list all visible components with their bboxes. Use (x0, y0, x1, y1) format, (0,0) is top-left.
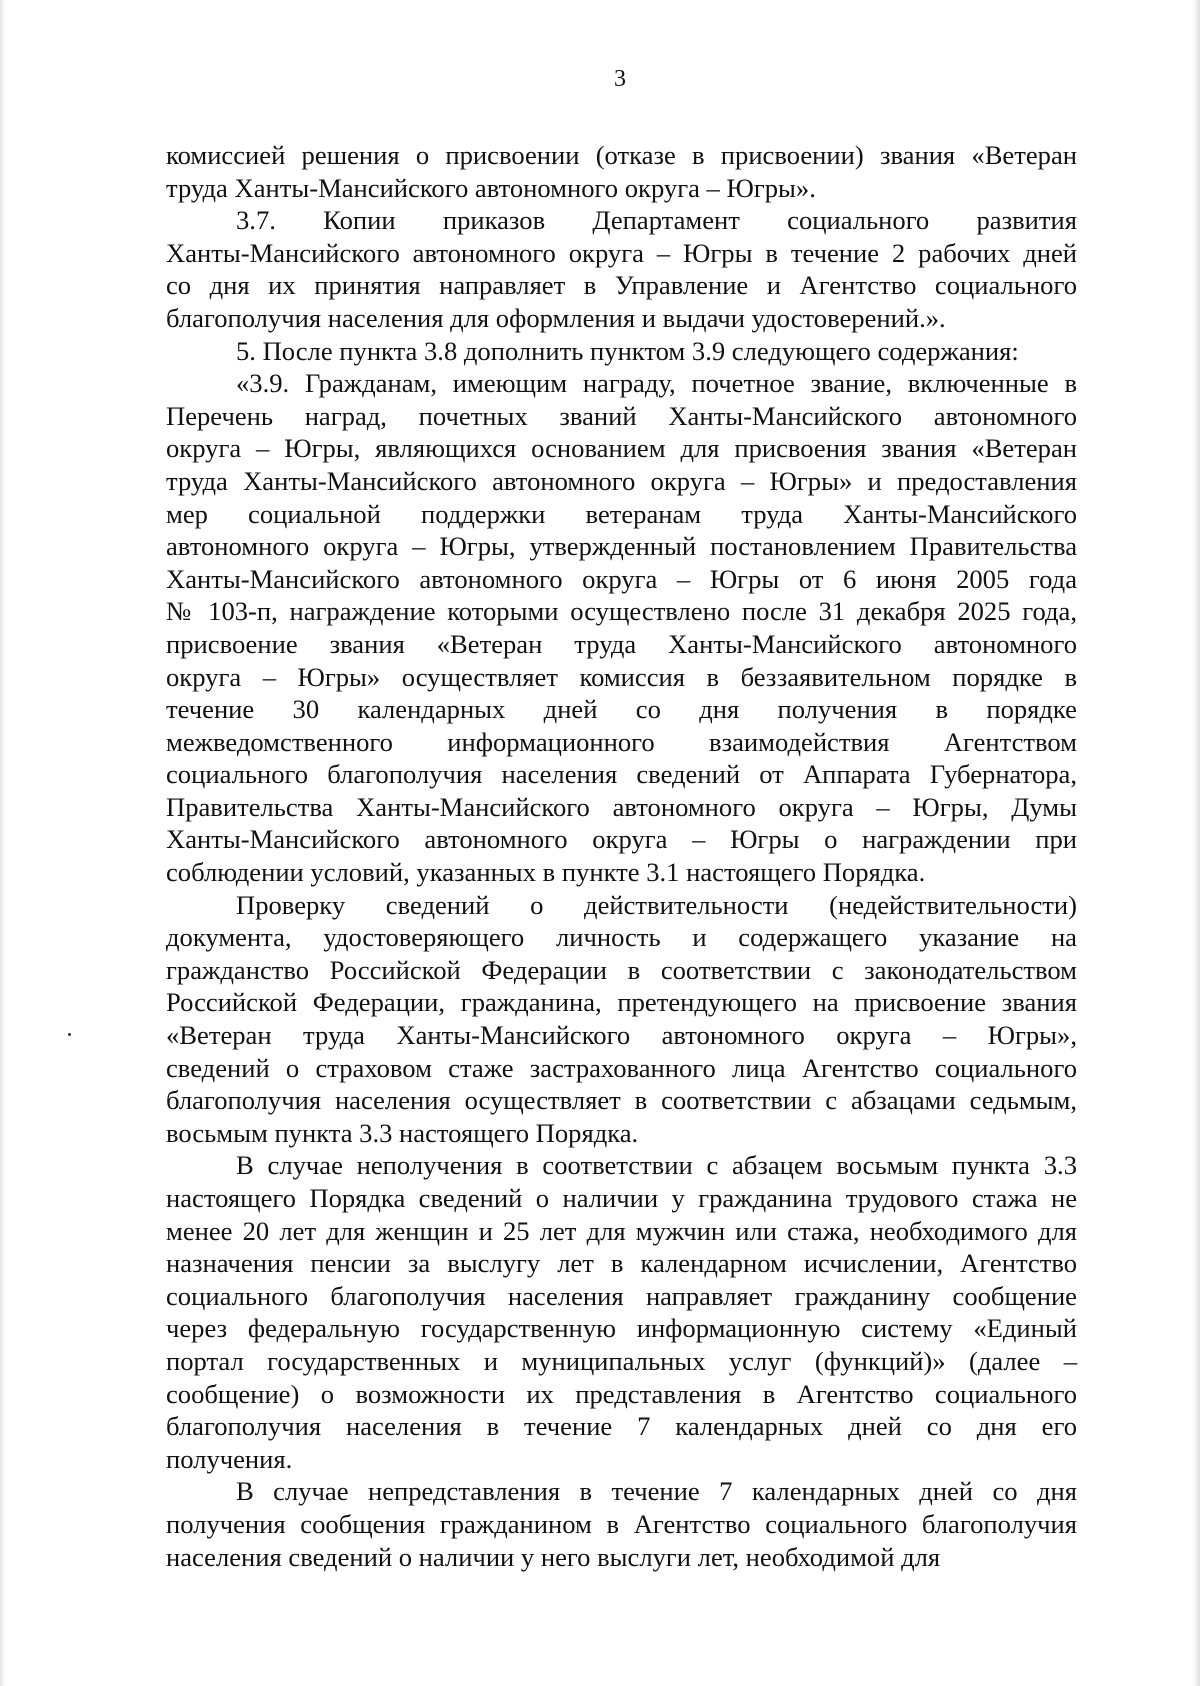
text-line: 5. После пункта 3.8 дополнить пунктом 3.9 следующего содержания: (236, 335, 1019, 366)
scan-edge-left (0, 0, 6, 1686)
text-line: «3.9. Гражданам, имеющим награду, почетное звание, включенные в (236, 368, 1077, 399)
page-number: 3 (614, 66, 626, 92)
text-line: документа, удостоверяющего личность и содержащего указание на (166, 922, 1077, 953)
scan-edge-right (1192, 0, 1200, 1686)
text-line: комиссией решения о присвоении (отказе в присвоении) звания «Ветеран (166, 140, 1077, 170)
text-line: восьмым пункта 3.3 настоящего Порядка. (166, 1117, 639, 1148)
scan-speck (68, 1033, 71, 1036)
text-line: округа – Югры, являющихся основанием для присвоения звания «Ветеран (166, 433, 1077, 464)
text-line: благополучия населения осуществляет в соответствии с абзацами седьмым, (166, 1085, 1077, 1116)
text-line: Ханты-Мансийского автономного округа – Югры в течение 2 рабочих дней (166, 237, 1077, 268)
paragraph-continuation (166, 139, 1077, 204)
text-line: № 103-п, награждение которыми осуществлено после 31 декабря 2025 года, (166, 596, 1077, 627)
text-line: Ханты-Мансийского автономного округа – Югры о награждении при (166, 824, 1077, 855)
text-line: получения сообщения гражданином в Агентство социального благополучия (166, 1508, 1077, 1539)
paragraph-3-9 (166, 367, 1077, 889)
text-line: сообщение) о возможности их представления в Агентство социального (166, 1378, 1077, 1409)
text-line: Перечень наград, почетных званий Ханты-Мансийского автономного (166, 400, 1077, 431)
document-body (166, 139, 1077, 1573)
text-line: через федеральную государственную информационную систему «Единый (166, 1313, 1077, 1344)
text-line: 3.7. Копии приказов Департамент социального развития (236, 205, 1077, 236)
text-line: получения. (166, 1443, 293, 1474)
text-line: мер социальной поддержки ветеранам труда Ханты-Мансийского (166, 498, 1077, 529)
text-line: соблюдении условий, указанных в пункте 3.1 настоящего Порядка. (166, 857, 926, 888)
text-line: В случае неполучения в соответствии с абзацем восьмым пункта 3.3 (236, 1150, 1077, 1181)
text-line: Российской Федерации, гражданина, претендующего на присвоение звания (166, 987, 1077, 1018)
text-line: со дня их принятия направляет в Управление и Агентство социального (166, 270, 1077, 301)
paragraph-non-submission (166, 1475, 1077, 1573)
paragraph-non-receipt (166, 1149, 1077, 1475)
text-line: межведомственного информационного взаимодействия Агентством (166, 726, 1077, 757)
text-line: округа – Югры» осуществляет комиссия в беззаявительном порядке в (166, 661, 1077, 692)
paragraph-verification (166, 889, 1077, 1150)
text-line: Ханты-Мансийского автономного округа – Югры от 6 июня 2005 года (166, 563, 1077, 594)
text-line: менее 20 лет для женщин и 25 лет для мужчин или стажа, необходимого для (166, 1215, 1077, 1246)
text-line: населения сведений о наличии у него выслуги лет, необходимой для (166, 1541, 941, 1572)
text-line: труда Ханты-Мансийского автономного округа – Югры». (166, 172, 816, 203)
text-line: автономного округа – Югры, утвержденный постановлением Правительства (166, 531, 1077, 562)
text-line: Правительства Ханты-Мансийского автономного округа – Югры, Думы (166, 791, 1077, 822)
text-line: социального благополучия населения сведений от Аппарата Губернатора, (166, 759, 1077, 790)
text-line: В случае непредставления в течение 7 календарных дней со дня (236, 1476, 1077, 1507)
text-line: социального благополучия населения направляет гражданину сообщение (166, 1280, 1077, 1311)
text-line: присвоение звания «Ветеран труда Ханты-Мансийского автономного (166, 628, 1077, 659)
text-line: гражданство Российской Федерации в соответствии с законодательством (166, 954, 1077, 985)
paragraph-item-5 (166, 335, 1077, 368)
text-line: назначения пенсии за выслугу лет в календарном исчислении, Агентство (166, 1248, 1077, 1279)
paragraph-3-7 (166, 204, 1077, 334)
text-line: «Ветеран труда Ханты-Мансийского автономного округа – Югры», (166, 1020, 1077, 1051)
text-line: сведений о страховом стаже застрахованного лица Агентство социального (166, 1052, 1077, 1083)
text-line: портал государственных и муниципальных услуг (функций)» (далее – (166, 1345, 1077, 1376)
text-line: течение 30 календарных дней со дня получения в порядке (166, 694, 1077, 725)
text-line: труда Ханты-Мансийского автономного округа – Югры» и предоставления (166, 465, 1077, 496)
text-line: настоящего Порядка сведений о наличии у гражданина трудового стажа не (166, 1183, 1077, 1213)
text-line: благополучия населения в течение 7 календарных дней со дня его (166, 1411, 1077, 1442)
text-line: Проверку сведений о действительности (недействительности) (236, 889, 1077, 920)
text-line: благополучия населения для оформления и выдачи удостоверений.». (166, 302, 946, 333)
